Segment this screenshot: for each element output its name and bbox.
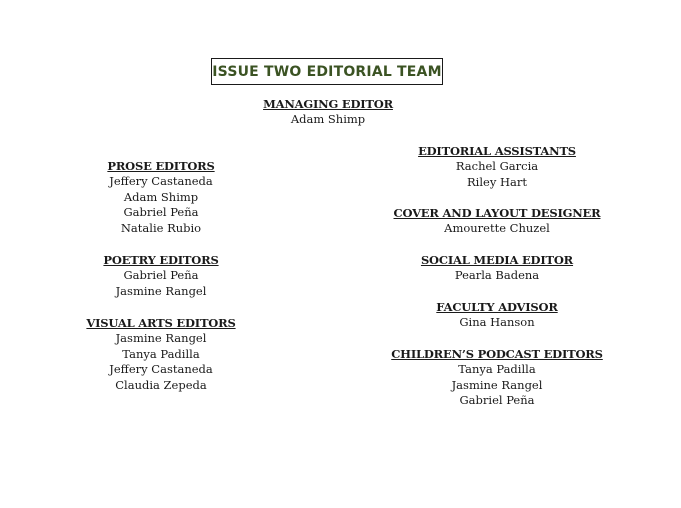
section-prose-editors [107, 158, 214, 236]
section-heading: MANAGING EDITOR [263, 97, 393, 111]
section-name: Gabriel Peña [123, 268, 199, 282]
section-managing-editor [263, 96, 393, 128]
section-editorial-assistants [418, 143, 576, 190]
section-name: Gina Hanson [459, 315, 535, 329]
section-visual-arts-editors [86, 315, 235, 393]
section-heading: SOCIAL MEDIA EDITOR [420, 253, 574, 267]
section-name: Gabriel Peña [123, 205, 199, 220]
section-name: Riley Hart [467, 174, 527, 189]
section-heading: POETRY EDITORS [103, 253, 219, 267]
page-title: ISSUE TWO EDITORIAL TEAM [212, 63, 442, 80]
section-name: Natalie Rubio [120, 220, 202, 235]
section-name: Gabriel Peña [459, 393, 535, 408]
section-name: Tanya Padilla [458, 362, 536, 376]
section-name: Jasmine Rangel [115, 331, 207, 345]
section-name: Jeffery Castaneda [109, 362, 213, 377]
section-social-media-editor [421, 252, 573, 284]
section-name: Pearla Badena [454, 268, 540, 282]
section-name: Rachel Garcia [455, 159, 539, 173]
section-name: Tanya Padilla [122, 346, 200, 361]
section-heading: FACULTY ADVISOR [436, 300, 558, 314]
section-name: Jasmine Rangel [115, 283, 207, 298]
title-box [211, 58, 443, 85]
section-cover-layout-designer [394, 205, 601, 237]
section-name: Claudia Zepeda [115, 377, 207, 392]
section-poetry-editors [103, 252, 218, 299]
section-childrens-podcast-editors [391, 346, 603, 409]
section-heading: CHILDREN’S PODCAST EDITORS [391, 347, 603, 361]
section-name: Amourette Chuzel [444, 221, 550, 235]
section-heading: PROSE EDITORS [107, 159, 215, 173]
section-name: Adam Shimp [123, 189, 199, 204]
section-heading: VISUAL ARTS EDITORS [86, 316, 236, 330]
section-faculty-advisor [436, 299, 557, 331]
section-name: Jasmine Rangel [451, 377, 543, 392]
section-heading: COVER AND LAYOUT DESIGNER [393, 206, 601, 220]
section-name: Adam Shimp [290, 112, 366, 126]
section-name: Jeffery Castaneda [109, 174, 213, 188]
section-heading: EDITORIAL ASSISTANTS [418, 144, 576, 158]
